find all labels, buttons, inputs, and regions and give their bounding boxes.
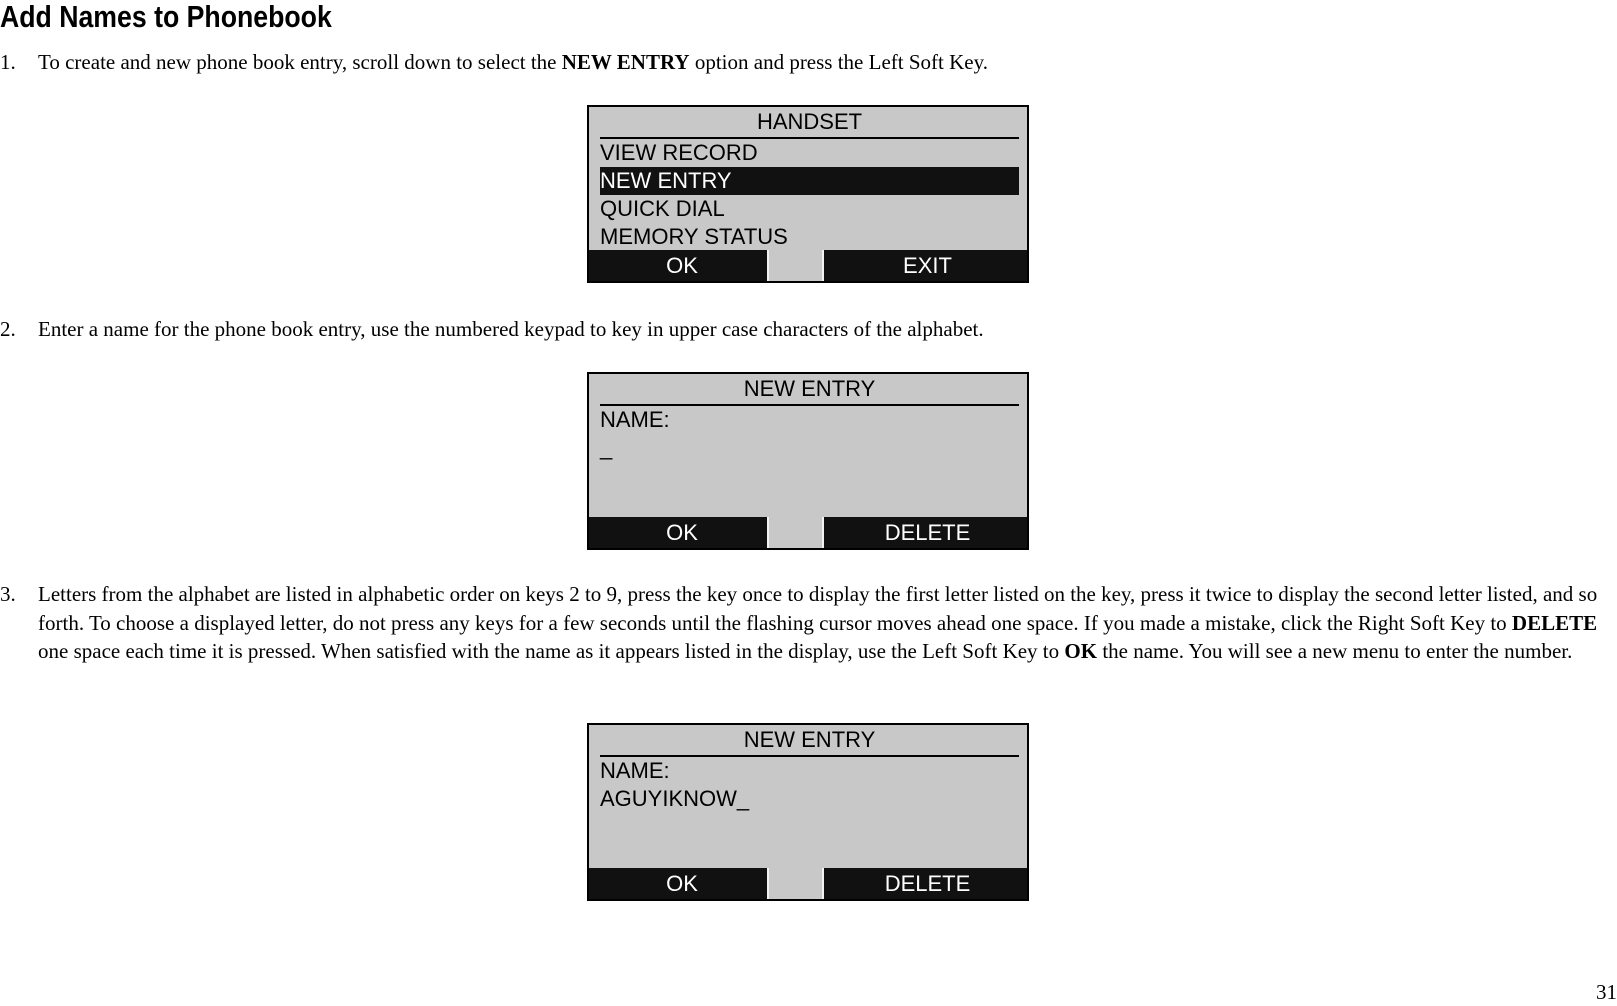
step-text-bold: OK bbox=[1064, 639, 1098, 664]
right-soft-key[interactable]: DELETE bbox=[884, 520, 971, 545]
name-label: NAME: bbox=[600, 407, 670, 432]
step-text bbox=[38, 315, 1605, 344]
screen-title: NEW ENTRY bbox=[600, 725, 1019, 757]
menu-item-quick-dial[interactable]: QUICK DIAL bbox=[600, 196, 725, 221]
step-text-segment: option and press the Left Soft Key. bbox=[689, 50, 988, 74]
menu-item-memory-status[interactable]: MEMORY STATUS bbox=[600, 224, 788, 249]
name-input-field[interactable]: _ bbox=[600, 435, 613, 460]
instruction-step-1 bbox=[0, 48, 1605, 77]
step-text-segment: Enter a name for the phone book entry, use the numbered keypad to key in upper case characters of the alphabet. bbox=[38, 317, 984, 341]
screen-title: NEW ENTRY bbox=[600, 374, 1019, 406]
step-number: 3. bbox=[0, 582, 16, 606]
step-text bbox=[38, 580, 1605, 666]
menu-item-view-record[interactable]: VIEW RECORD bbox=[600, 140, 758, 165]
step-text-bold: DELETE bbox=[1511, 610, 1598, 635]
handset-screen-new-entry-empty bbox=[587, 372, 1029, 550]
instruction-step-2 bbox=[0, 315, 1605, 344]
left-soft-key[interactable]: OK bbox=[666, 520, 698, 545]
step-text-segment: the name. You will see a new menu to enter the number. bbox=[1097, 639, 1573, 664]
right-soft-key[interactable]: DELETE bbox=[884, 871, 971, 896]
instruction-step-3 bbox=[0, 580, 1605, 666]
step-text-segment: Letters from the alphabet are listed in alphabetic order on keys 2 to 9, press the key once to display the first letter listed on the key, press it twice to display the second letter listed, and so forth. To choose a displayed letter, do not press any keys for a few seconds until the flashing cursor moves ahead one space. If you made a mistake, click the Right Soft Key to bbox=[38, 582, 1598, 635]
left-soft-key[interactable]: OK bbox=[666, 253, 698, 278]
soft-key-divider bbox=[767, 868, 824, 899]
page-number: 31 bbox=[1596, 980, 1617, 1004]
menu-item-new-entry-selected[interactable]: NEW ENTRY bbox=[600, 167, 1019, 195]
step-text-segment: To create and new phone book entry, scroll down to select the bbox=[38, 50, 562, 74]
step-number: 1. bbox=[0, 50, 16, 74]
soft-key-divider bbox=[767, 250, 824, 281]
page-title: Add Names to Phonebook bbox=[0, 0, 332, 34]
screen-title: HANDSET bbox=[600, 107, 1019, 139]
step-text bbox=[38, 48, 1605, 77]
soft-key-bar bbox=[589, 250, 1027, 281]
name-label: NAME: bbox=[600, 758, 670, 783]
left-soft-key[interactable]: OK bbox=[666, 871, 698, 896]
step-text-bold: NEW ENTRY bbox=[561, 50, 690, 74]
right-soft-key[interactable]: EXIT bbox=[903, 253, 952, 278]
soft-key-bar bbox=[589, 517, 1027, 548]
step-number: 2. bbox=[0, 317, 16, 341]
name-input-field[interactable]: AGUYIKNOW_ bbox=[600, 786, 750, 811]
soft-key-divider bbox=[767, 517, 824, 548]
handset-screen-new-entry-filled bbox=[587, 723, 1029, 901]
soft-key-bar bbox=[589, 868, 1027, 899]
step-text-segment: one space each time it is pressed. When satisfied with the name as it appears listed in the display, use the Left Soft Key to bbox=[38, 639, 1065, 664]
handset-screen-menu bbox=[587, 105, 1029, 283]
